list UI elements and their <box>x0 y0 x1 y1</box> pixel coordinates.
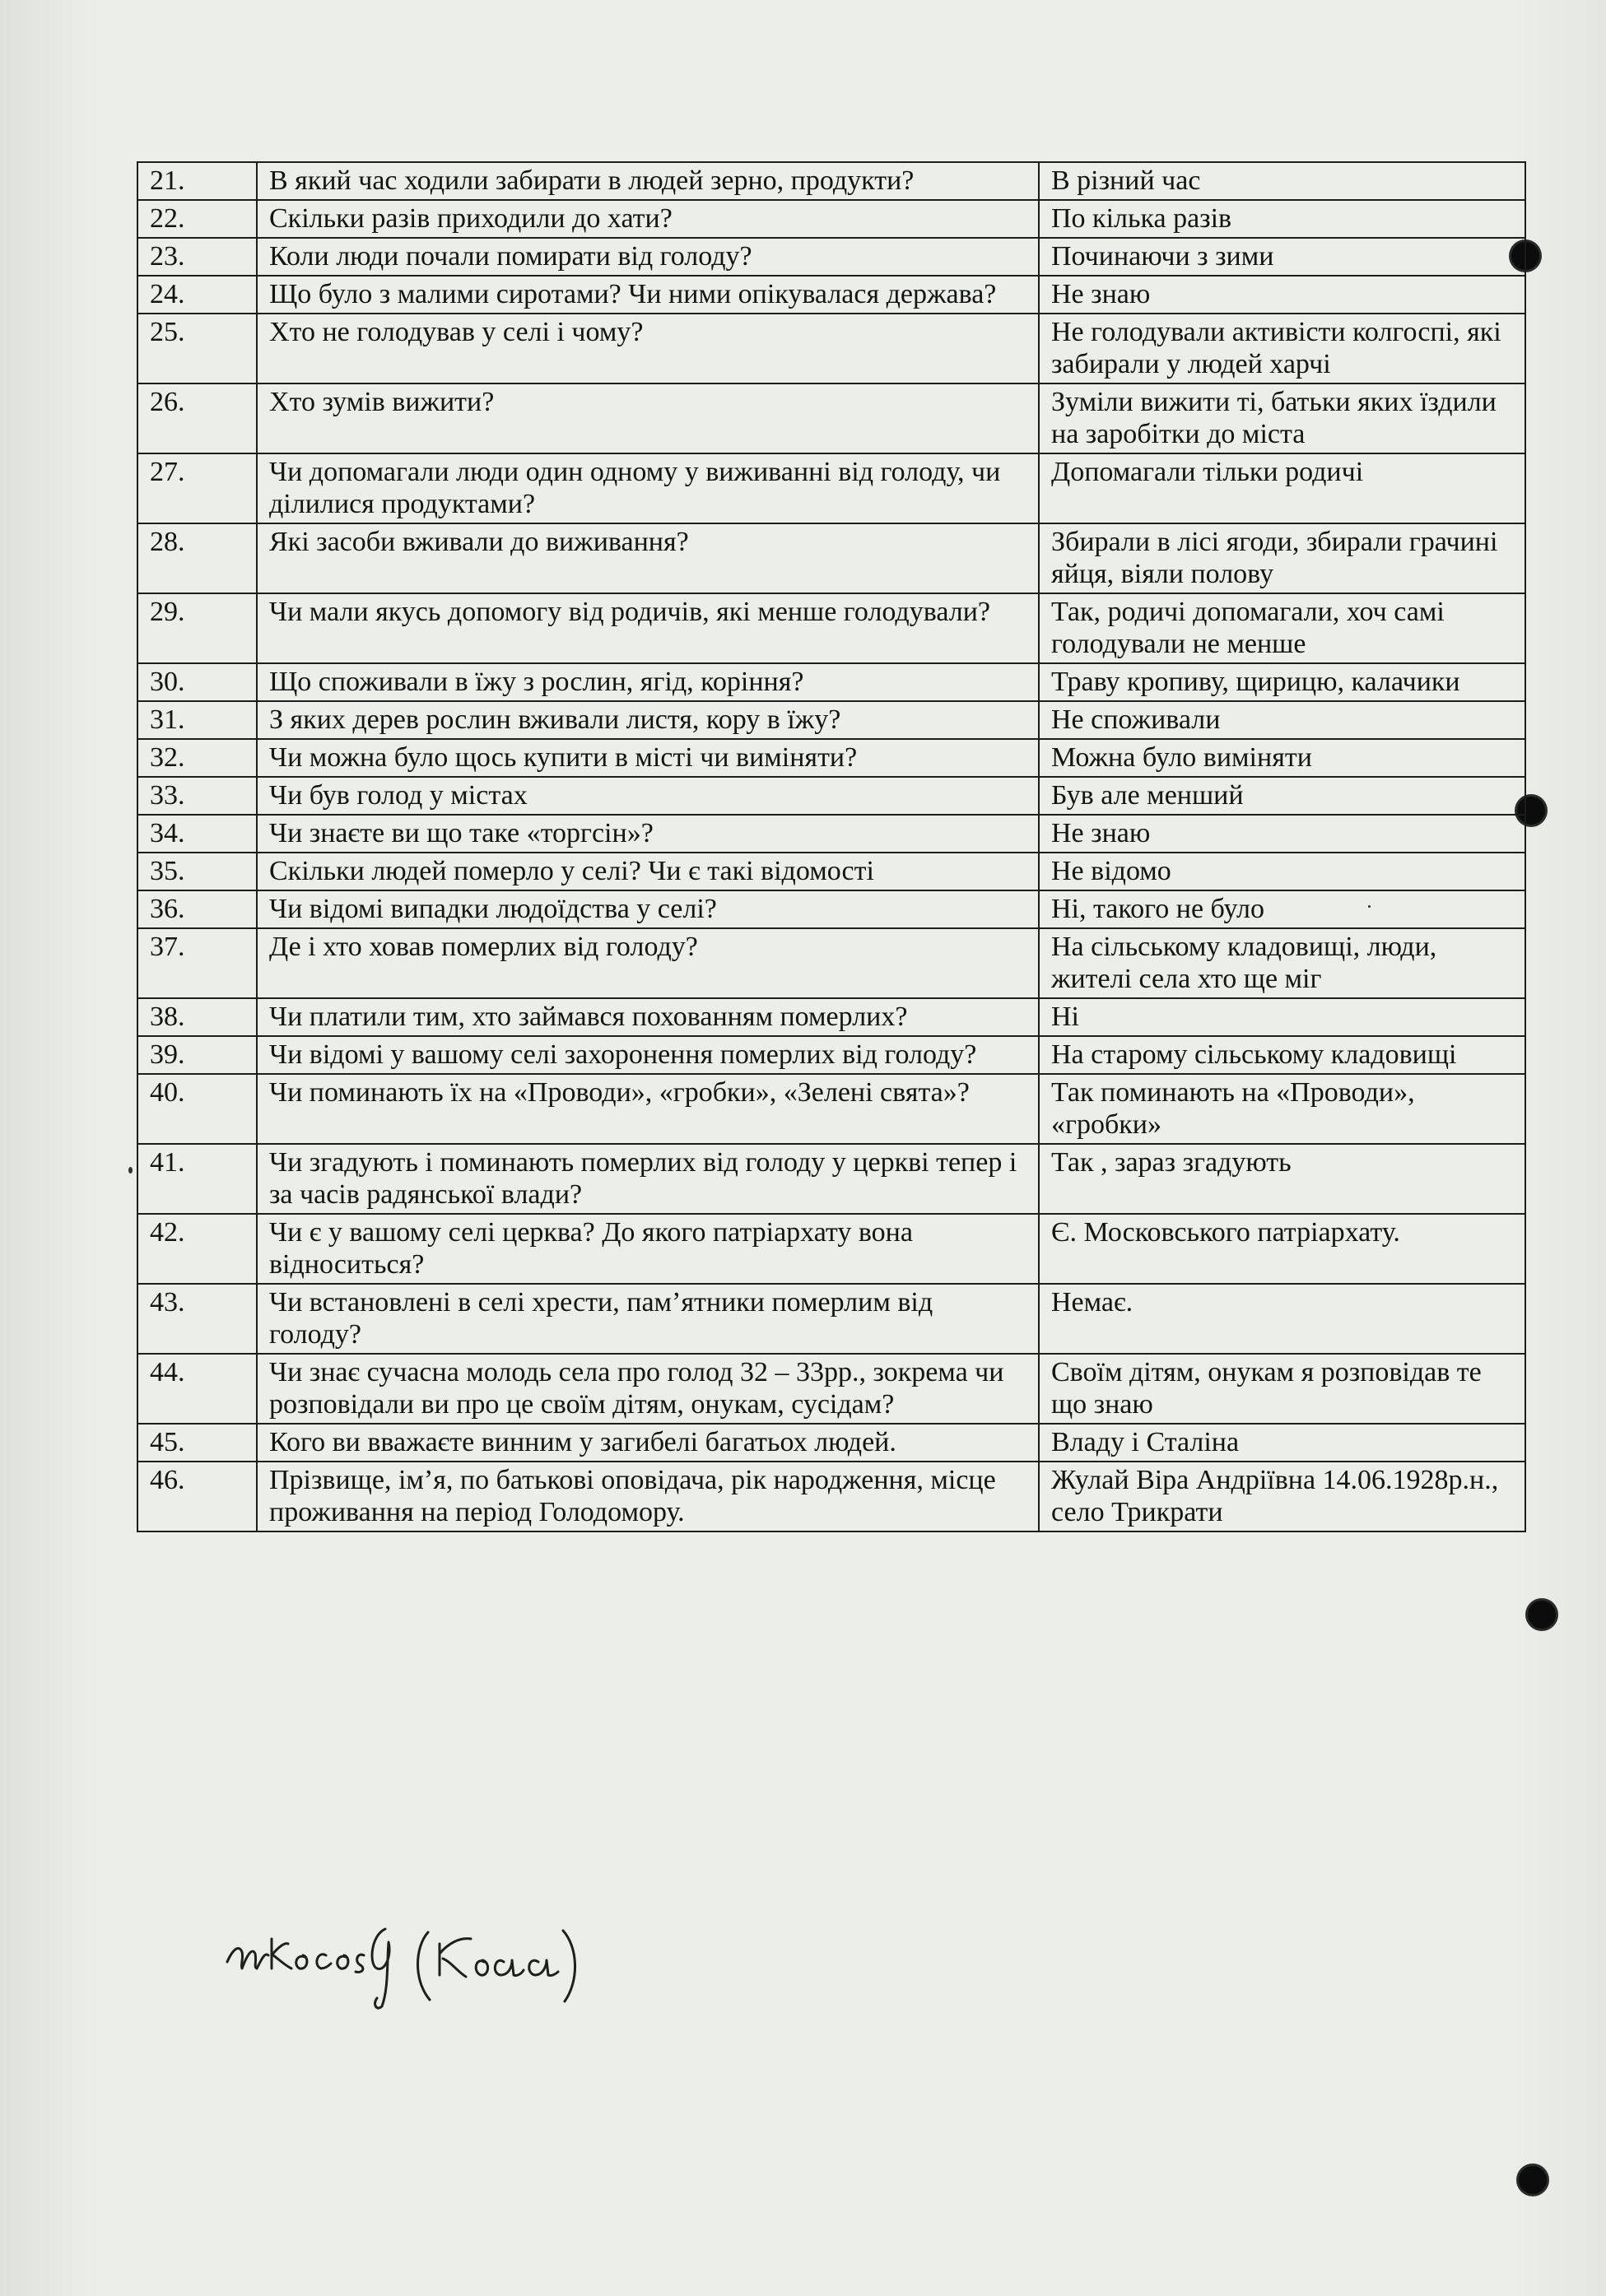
row-number-cell: 24. <box>137 276 257 314</box>
question-cell: Скільки разів приходили до хати? <box>257 200 1039 238</box>
row-number-cell: 33. <box>137 777 257 815</box>
question-cell: Скільки людей померло у селі? Чи є такі відомості <box>257 853 1039 890</box>
table-row <box>137 1284 1525 1354</box>
row-number-cell: 26. <box>137 383 257 453</box>
table-row <box>137 593 1525 663</box>
table-row <box>137 777 1525 815</box>
row-number-cell: 23. <box>137 238 257 276</box>
row-number-cell: 38. <box>137 998 257 1036</box>
question-cell: Коли люди почали помирати від голоду? <box>257 238 1039 276</box>
answer-cell: На сільському кладовищі, люди, жителі села хто ще міг <box>1039 928 1525 998</box>
answer-cell: Владу і Сталіна <box>1039 1424 1525 1462</box>
question-cell: Чи знає сучасна молодь села про голод 32 – 33рр., зокрема чи розповідали ви про це своїм дітям, онукам, сусідам? <box>257 1354 1039 1424</box>
row-number-cell: 35. <box>137 853 257 890</box>
table-row <box>137 1462 1525 1531</box>
question-cell: Чи відомі у вашому селі захоронення померлих від голоду? <box>257 1036 1039 1074</box>
table-row <box>137 998 1525 1036</box>
question-cell: Чи можна було щось купити в місті чи виміняти? <box>257 739 1039 777</box>
question-cell: Чи є у вашому селі церква? До якого патріархату вона відноситься? <box>257 1214 1039 1284</box>
answer-cell: Допомагали тільки родичі <box>1039 453 1525 523</box>
paper-speck <box>128 1167 133 1174</box>
table-row <box>137 663 1525 701</box>
question-cell: Чи мали якусь допомогу від родичів, які менше голодували? <box>257 593 1039 663</box>
question-cell: Які засоби вживали до виживання? <box>257 523 1039 593</box>
table-row <box>137 1036 1525 1074</box>
table-row <box>137 1144 1525 1214</box>
question-cell: Чи встановлені в селі хрести, пам’ятники померлим від голоду? <box>257 1284 1039 1354</box>
answer-cell: По кілька разів <box>1039 200 1525 238</box>
table-row <box>137 238 1525 276</box>
answer-cell: Не знаю <box>1039 815 1525 853</box>
handwritten-signature <box>224 1914 586 2013</box>
punch-hole <box>1528 1601 1556 1629</box>
row-number-cell: 32. <box>137 739 257 777</box>
question-cell: Прізвище, ім’я, по батькові оповідача, рік народження, місце проживання на період Голодомору. <box>257 1462 1039 1531</box>
question-cell: Хто не голодував у селі і чому? <box>257 314 1039 383</box>
answer-cell: Зуміли вижити ті, батьки яких їздили на заробітки до міста <box>1039 383 1525 453</box>
row-number-cell: 25. <box>137 314 257 383</box>
question-cell: Чи допомагали люди один одному у виживанні від голоду, чи ділилися продуктами? <box>257 453 1039 523</box>
punch-hole <box>1519 2166 1547 2194</box>
row-number-cell: 31. <box>137 701 257 739</box>
answer-cell: Був але менший <box>1039 777 1525 815</box>
answer-cell: Не голодували активісти колгоспі, які забирали у людей харчі <box>1039 314 1525 383</box>
row-number-cell: 21. <box>137 162 257 200</box>
question-cell: Чи платили тим, хто займався похованням померлих? <box>257 998 1039 1036</box>
table-row <box>137 383 1525 453</box>
row-number-cell: 42. <box>137 1214 257 1284</box>
answer-cell: Немає. <box>1039 1284 1525 1354</box>
answer-cell: Не споживали <box>1039 701 1525 739</box>
answer-cell: Жулай Віра Андріївна 14.06.1928р.н., село Трикрати <box>1039 1462 1525 1531</box>
table-row <box>137 739 1525 777</box>
row-number-cell: 39. <box>137 1036 257 1074</box>
answer-cell: Так поминають на «Проводи», «гробки» <box>1039 1074 1525 1144</box>
answer-cell: Не знаю <box>1039 276 1525 314</box>
row-number-cell: 37. <box>137 928 257 998</box>
table-row <box>137 314 1525 383</box>
question-cell: Кого ви вважаєте винним у загибелі багатьох людей. <box>257 1424 1039 1462</box>
question-cell: В який час ходили забирати в людей зерно, продукти? <box>257 162 1039 200</box>
answer-cell: Не відомо <box>1039 853 1525 890</box>
table-row <box>137 701 1525 739</box>
answer-cell: Починаючи з зими <box>1039 238 1525 276</box>
questionnaire-rows <box>137 162 1525 1531</box>
answer-cell: В різний час <box>1039 162 1525 200</box>
table-row <box>137 853 1525 890</box>
answer-cell: Є. Московського патріархату. <box>1039 1214 1525 1284</box>
row-number-cell: 40. <box>137 1074 257 1144</box>
table-row <box>137 453 1525 523</box>
table-row <box>137 928 1525 998</box>
question-cell: Хто зумів вижити? <box>257 383 1039 453</box>
row-number-cell: 34. <box>137 815 257 853</box>
row-number-cell: 43. <box>137 1284 257 1354</box>
question-cell: Чи знаєте ви що таке «торгсін»? <box>257 815 1039 853</box>
row-number-cell: 46. <box>137 1462 257 1531</box>
table-row <box>137 1074 1525 1144</box>
question-cell: Що було з малими сиротами? Чи ними опікувалася держава? <box>257 276 1039 314</box>
answer-cell: Збирали в лісі ягоди, збирали грачині яйця, віяли полову <box>1039 523 1525 593</box>
row-number-cell: 28. <box>137 523 257 593</box>
question-cell: З яких дерев рослин вживали листя, кору в їжу? <box>257 701 1039 739</box>
table-row <box>137 1214 1525 1284</box>
table-row <box>137 1424 1525 1462</box>
table-row <box>137 890 1525 928</box>
answer-cell: Так, родичі допомагали, хоч самі голодували не менше <box>1039 593 1525 663</box>
answer-cell: Так , зараз згадують <box>1039 1144 1525 1214</box>
table-row <box>137 162 1525 200</box>
row-number-cell: 44. <box>137 1354 257 1424</box>
question-cell: Чи відомі випадки людоїдства у селі? <box>257 890 1039 928</box>
row-number-cell: 22. <box>137 200 257 238</box>
row-number-cell: 41. <box>137 1144 257 1214</box>
row-number-cell: 45. <box>137 1424 257 1462</box>
row-number-cell: 30. <box>137 663 257 701</box>
answer-cell: Ні, такого не було <box>1039 890 1525 928</box>
row-number-cell: 29. <box>137 593 257 663</box>
question-cell: Що споживали в їжу з рослин, ягід, коріння? <box>257 663 1039 701</box>
question-cell: Чи поминають їх на «Проводи», «гробки», «Зелені свята»? <box>257 1074 1039 1144</box>
questionnaire-table <box>137 161 1526 1532</box>
table-row <box>137 523 1525 593</box>
question-cell: Де і хто ховав померлих від голоду? <box>257 928 1039 998</box>
answer-cell: Своїм дітям, онукам я розповідав те що знаю <box>1039 1354 1525 1424</box>
row-number-cell: 27. <box>137 453 257 523</box>
table-row <box>137 815 1525 853</box>
row-number-cell: 36. <box>137 890 257 928</box>
table-row <box>137 200 1525 238</box>
table-row <box>137 1354 1525 1424</box>
question-cell: Чи згадують і поминають померлих від голоду у церкві тепер і за часів радянської влади? <box>257 1144 1039 1214</box>
question-cell: Чи був голод у містах <box>257 777 1039 815</box>
answer-cell: На старому сільському кладовищі <box>1039 1036 1525 1074</box>
answer-cell: Ні <box>1039 998 1525 1036</box>
answer-cell: Траву кропиву, щирицю, калачики <box>1039 663 1525 701</box>
answer-cell: Можна було виміняти <box>1039 739 1525 777</box>
table-row <box>137 276 1525 314</box>
